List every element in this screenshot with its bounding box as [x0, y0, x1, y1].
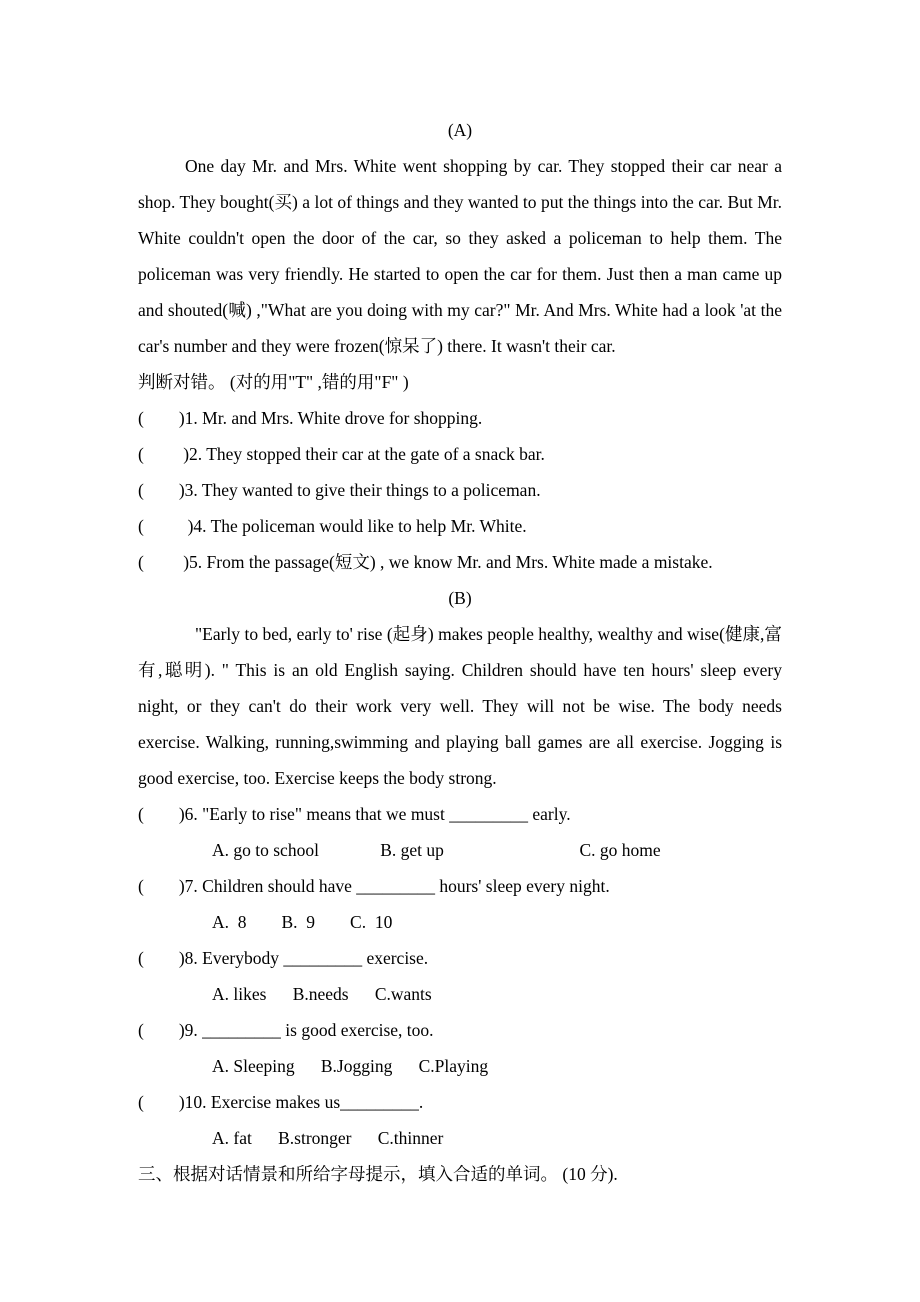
question-10-stem: ( )10. Exercise makes us_________.: [138, 1092, 424, 1112]
question-6-stem: ( )6. "Early to rise" means that we must _________ early.: [138, 804, 571, 824]
section-three-heading: 三、根据对话情景和所给字母提示，填入合适的单词。 (10 分).: [138, 1164, 618, 1184]
tf-item-2: ( )2. They stopped their car at the gate of a snack bar.: [138, 444, 545, 464]
passage-b: "Early to bed, early to' rise (起身) makes people healthy, wealthy and wise(健康,富有,聪明). " This is an old English saying. Children should have ten hours' sleep every night, or they can't do their work very well. They will not be wise. The body needs exercise. Walking, running,swimming and playing ball games are all exercise. Jogging is good exercise, too. Exercise keeps the body strong.: [138, 624, 782, 788]
tf-item-3: ( )3. They wanted to give their things to a policeman.: [138, 480, 541, 500]
question-8-stem: ( )8. Everybody _________ exercise.: [138, 948, 429, 968]
judge-instruction: 判断对错。 (对的用"T" ,错的用"F" ): [138, 372, 409, 392]
section-b-heading: (B): [448, 588, 472, 608]
question-9-stem: ( )9. _________ is good exercise, too.: [138, 1020, 434, 1040]
question-7-options: A. 8 B. 9 C. 10: [212, 912, 393, 932]
question-9-options: A. Sleeping B.Jogging C.Playing: [212, 1056, 489, 1076]
tf-item-5: ( )5. From the passage(短文) , we know Mr. and Mrs. White made a mistake.: [138, 552, 713, 572]
question-10-options: A. fat B.stronger C.thinner: [212, 1128, 444, 1148]
question-8-options: A. likes B.needs C.wants: [212, 984, 432, 1004]
tf-item-1: ( )1. Mr. and Mrs. White drove for shopping.: [138, 408, 483, 428]
question-7-stem: ( )7. Children should have _________ hours' sleep every night.: [138, 876, 610, 896]
section-a-heading: (A): [447, 120, 473, 140]
question-6-options: A. go to school B. get up C. go home: [212, 840, 661, 860]
tf-item-4: ( )4. The policeman would like to help Mr. White.: [138, 516, 527, 536]
passage-a: One day Mr. and Mrs. White went shopping by car. They stopped their car near a shop. They bought(买) a lot of things and they wanted to put the things into the car. But Mr. White couldn't open the door of the car, so they asked a policeman to help them. The policeman was very friendly. He started to open the car for them. Just then a man came up and shouted(喊) ,"What are you doing with my car?" Mr. And Mrs. White had a look 'at the car's number and they were frozen(惊呆了) there. It wasn't their car.: [138, 156, 782, 356]
